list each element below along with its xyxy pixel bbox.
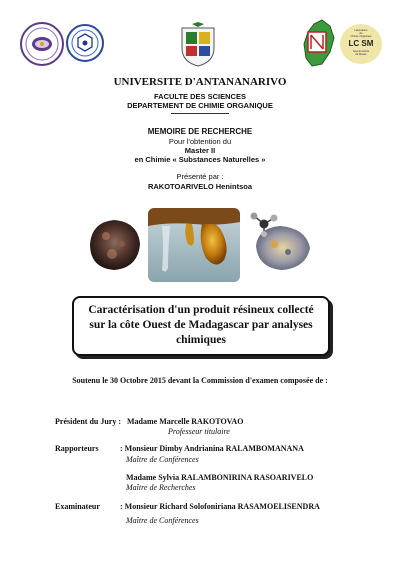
lab-logo-acronym: LC SM xyxy=(348,39,374,48)
rapporteurs-role: Rapporteurs xyxy=(55,444,99,453)
header-divider xyxy=(171,113,229,114)
lab-logo-line1: Laboratoire xyxy=(354,29,368,32)
president-name: Madame Marcelle RAKOTOVAO xyxy=(127,417,244,426)
lab-logo-line3: Chimie Organique xyxy=(350,35,372,38)
examinateur-name: : Monsieur Richard Solofoniriana RASAMOELISENDRA xyxy=(120,502,320,511)
university-crest-icon xyxy=(176,22,220,68)
faculty-name: FACULTE DES SCIENCES xyxy=(154,92,246,101)
thesis-title-box xyxy=(72,296,330,356)
degree-text: Master II xyxy=(184,146,216,155)
president-role: Président du Jury : xyxy=(55,417,121,426)
thesis-title xyxy=(74,303,328,348)
faculty-sciences-logo xyxy=(20,22,64,66)
resin-molecule-photo xyxy=(244,206,320,278)
lab-logo-line4: Spectrométrie xyxy=(352,50,370,53)
rapporteur2-title: Maître de Recherches xyxy=(126,483,196,492)
resin-lump-photo xyxy=(82,214,146,274)
university-name: UNIVERSITE D'ANTANANARIVO xyxy=(113,76,287,88)
obtention-text: Pour l'obtention du xyxy=(168,137,232,146)
rapporteur2-name: Madame Sylvia RALAMBONIRINA RASOARIVELO xyxy=(126,473,314,482)
defense-statement: Soutenu le 30 Octobre 2015 devant la Commission d'examen composée de : xyxy=(72,376,328,385)
resin-drops-photo xyxy=(148,208,240,282)
lab-logo-line2: de xyxy=(359,32,363,35)
molecule-icon xyxy=(68,26,102,60)
thesis-title-line1: Caractérisation d'un produit résineux collecté xyxy=(88,304,314,316)
author-name: RAKOTOARIVELO Henintsoa xyxy=(147,182,253,191)
speciality-text: en Chimie « Substances Naturelles » xyxy=(134,155,266,164)
memoire-type: MEMOIRE DE RECHERCHE xyxy=(147,127,253,136)
rapporteur1-name: : Monsieur Dimby Andrianina RALAMBOMANANA xyxy=(120,444,304,453)
presented-by: Présenté par : xyxy=(176,172,224,181)
rapporteur1-title: Maître de Conférences xyxy=(126,455,199,464)
madagascar-map-icon xyxy=(296,18,340,68)
examinateur-title: Maître de Conférences xyxy=(126,516,199,525)
examinateur-role: Examinateur xyxy=(55,502,100,511)
department-logo xyxy=(66,24,104,62)
president-title: Professeur titulaire xyxy=(168,427,230,436)
lcsm-lab-logo xyxy=(340,24,382,64)
university-crest xyxy=(176,22,220,68)
department-name: DEPARTEMENT DE CHIMIE ORGANIQUE xyxy=(127,101,273,110)
faculty-emblem-icon xyxy=(22,24,62,64)
thesis-title-line3: chimiques xyxy=(176,334,226,346)
madagascar-map-logo xyxy=(296,18,340,68)
thesis-title-line2: sur la côte Ouest de Madagascar par analyses xyxy=(89,319,313,331)
lab-logo-line5: de Masse xyxy=(355,53,367,56)
